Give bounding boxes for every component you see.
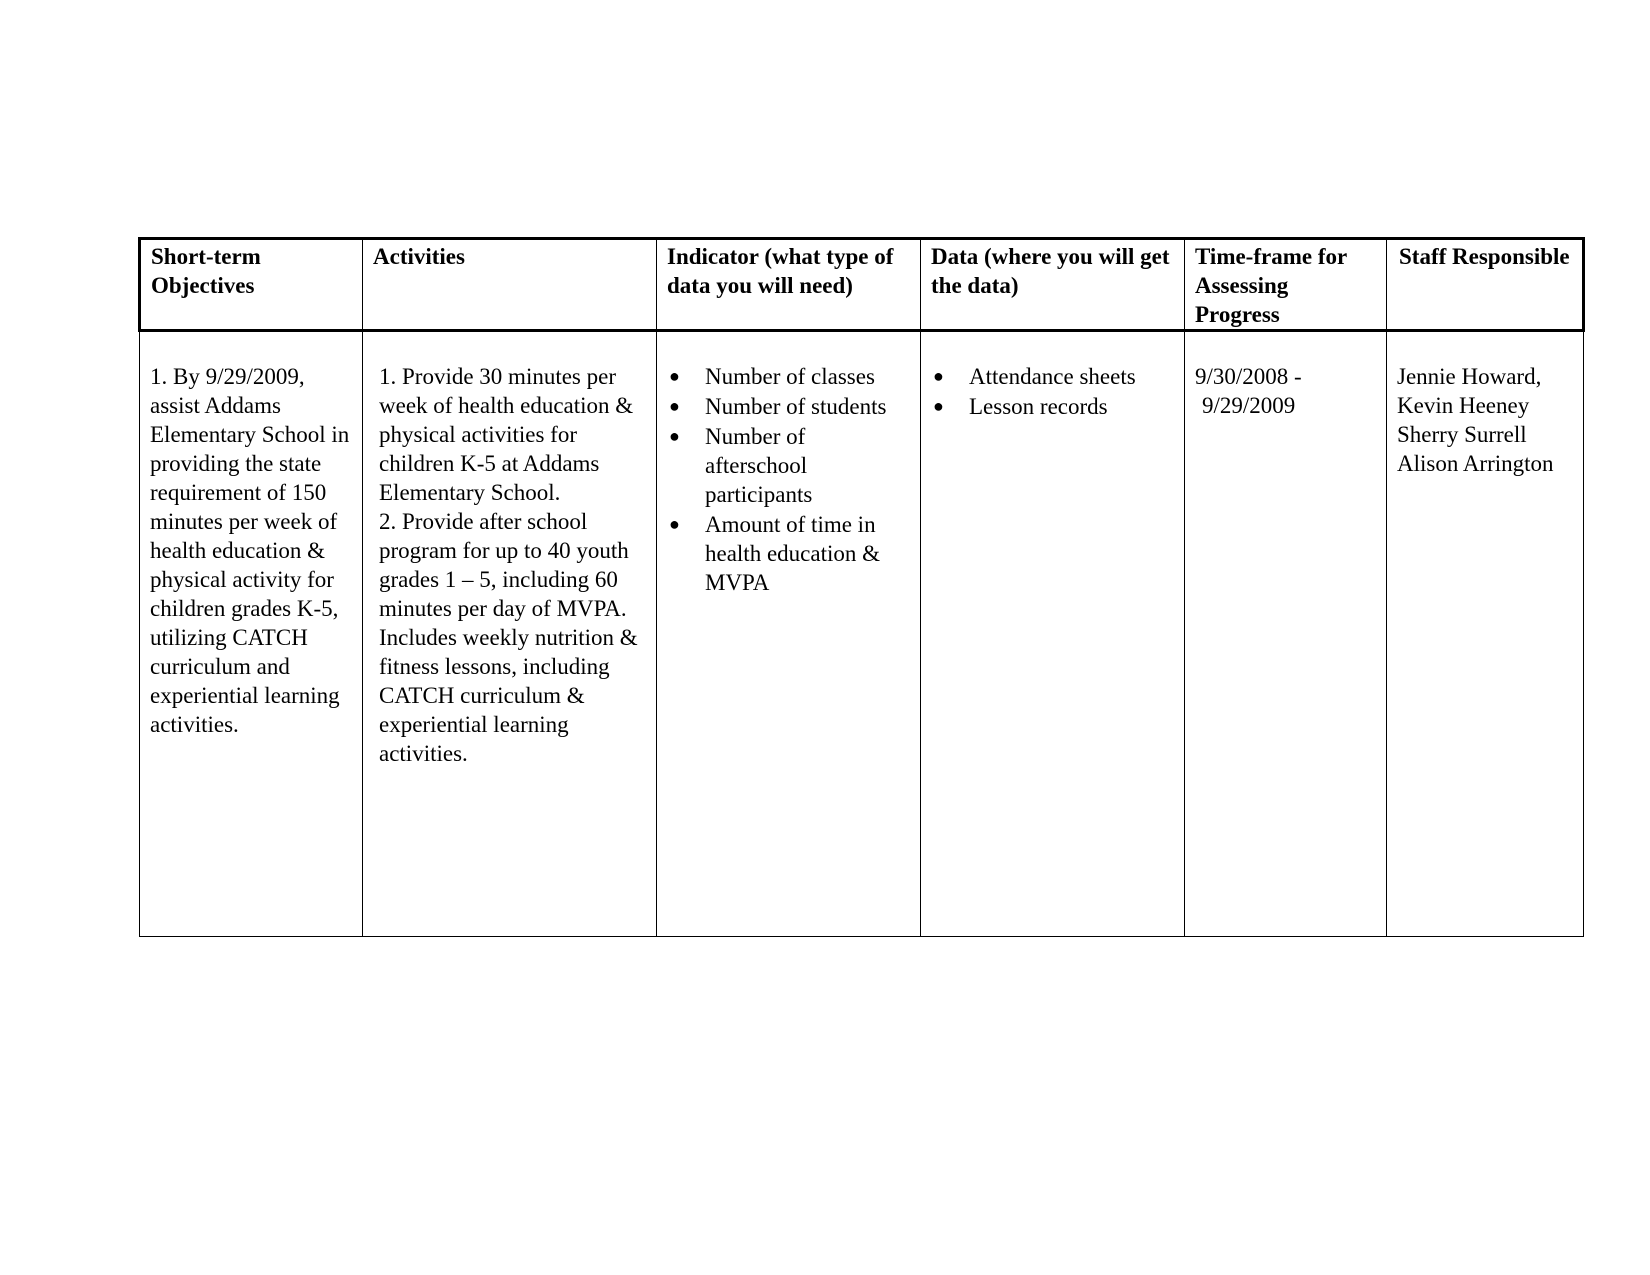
list-item: ● Number of afterschool participants [669,424,813,507]
bullet-icon: ● [933,396,944,416]
time-frame-end: 9/29/2009 [1202,393,1296,418]
bullet-icon: ● [669,396,680,416]
header-staff-responsible: Staff Responsible [1387,239,1584,331]
data-source-list [931,362,1174,421]
bullet-icon: ● [933,366,944,386]
staff-member: Kevin Heeney [1397,393,1530,418]
bullet-icon: ● [669,426,680,446]
time-frame-start: 9/30/2008 - [1195,364,1302,389]
staff-member: Alison Arrington [1397,451,1554,476]
staff-member: Sherry Surrell [1397,422,1527,447]
indicator-list [667,362,910,597]
header-short-term-objectives: Short-term Objectives [140,239,363,331]
activity-item: 1. Provide 30 minutes per week of health education & physical activities for children K-5 at Addams Elementary School. [379,364,634,505]
list-item: ● Lesson records [933,394,1108,419]
bullet-icon: ● [669,514,680,534]
staff-cell [1387,331,1584,937]
table-header-row [140,239,1584,331]
header-data: Data (where you will get the data) [921,239,1185,331]
bullet-icon: ● [669,366,680,386]
list-item: ● Attendance sheets [933,364,1136,389]
objectives-table [138,237,1585,937]
data-source-cell [921,331,1185,937]
table-row [140,331,1584,937]
time-frame-cell [1185,331,1387,937]
list-item: ● Amount of time in health education & MVPA [669,512,880,595]
header-time-frame: Time-frame for Assessing Progress [1185,239,1387,331]
header-indicator: Indicator (what type of data you will need) [657,239,921,331]
activities-cell [363,331,657,937]
header-activities: Activities [363,239,657,331]
objective-cell [140,331,363,937]
list-item: ● Number of students [669,394,887,419]
indicator-cell [657,331,921,937]
list-item: ● Number of classes [669,364,875,389]
staff-member: Jennie Howard, [1397,364,1542,389]
objective-text: 1. By 9/29/2009, assist Addams Elementary School in providing the state requirement of 150 minutes per week of health education & physical activity for children grades K-5, utilizing CATCH curriculum and experiential learning activities. [150,364,350,737]
activity-item: 2. Provide after school program for up to 40 youth grades 1 – 5, including 60 minutes per day of MVPA. Includes weekly nutrition & fitness lessons, including CATCH curriculum & experiential learning activities. [379,509,638,766]
